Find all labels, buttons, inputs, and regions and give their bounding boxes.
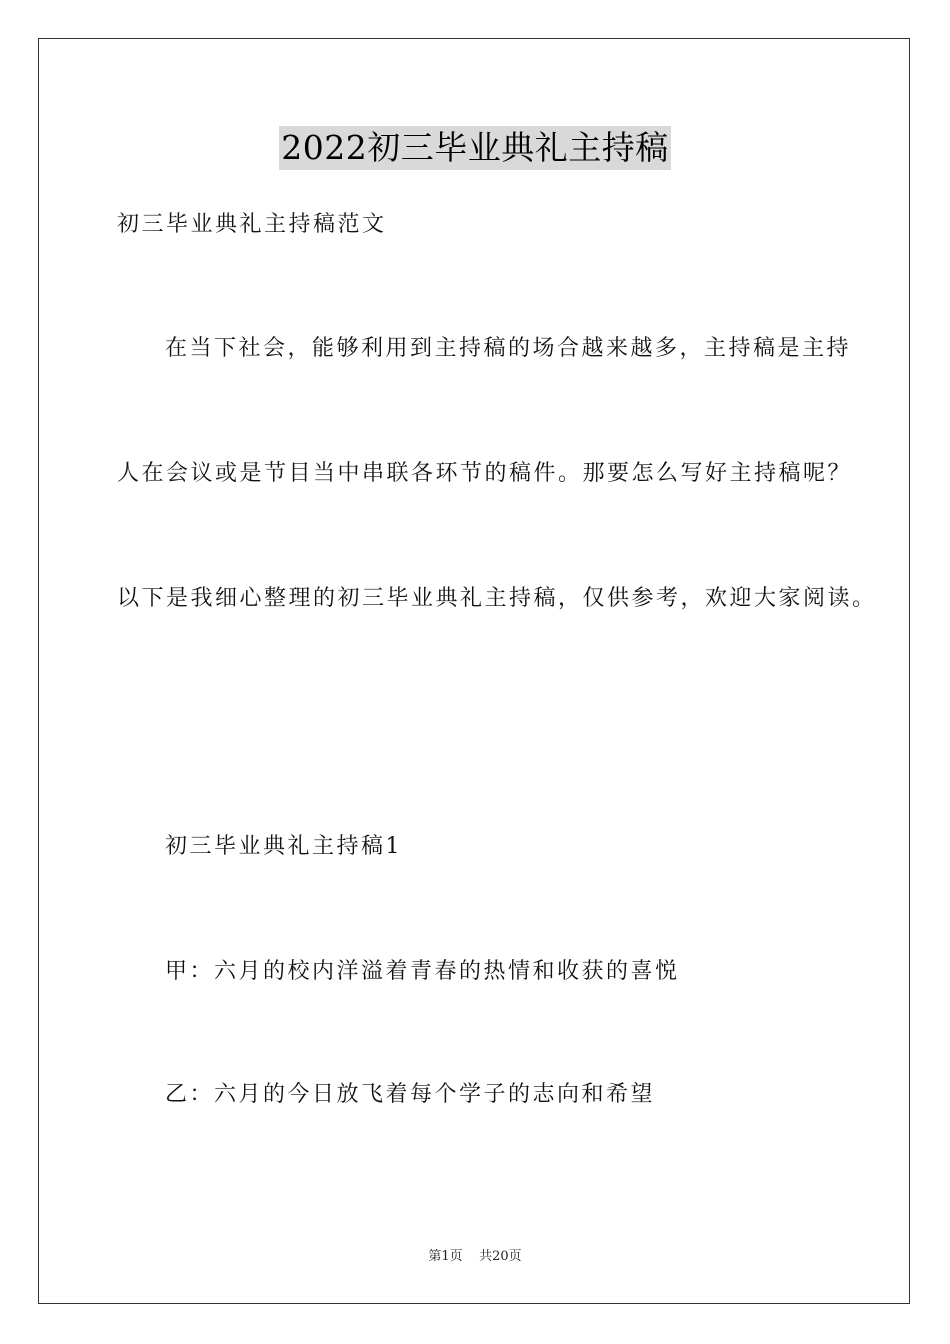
page-number: 第1页 [428, 1249, 463, 1264]
intro-line-2: 人在会议或是节目当中串联各环节的稿件。那要怎么写好主持稿呢？ [117, 461, 853, 486]
document-subtitle: 初三毕业典礼主持稿范文 [117, 212, 387, 237]
page-footer [0, 1248, 950, 1266]
document-title: 2022初三毕业典礼主持稿 [279, 126, 670, 170]
intro-line-1: 在当下社会，能够利用到主持稿的场合越来越多，主持稿是主持 [165, 336, 852, 361]
dialogue-line-2: 乙：六月的今日放飞着每个学子的志向和希望 [165, 1082, 656, 1107]
section-heading: 初三毕业典礼主持稿1 [165, 834, 402, 859]
page-total: 共20页 [479, 1249, 522, 1264]
title-container [0, 126, 950, 170]
dialogue-line-1: 甲：六月的校内洋溢着青春的热情和收获的喜悦 [165, 959, 680, 984]
intro-line-3: 以下是我细心整理的初三毕业典礼主持稿，仅供参考，欢迎大家阅读。 [117, 586, 877, 611]
